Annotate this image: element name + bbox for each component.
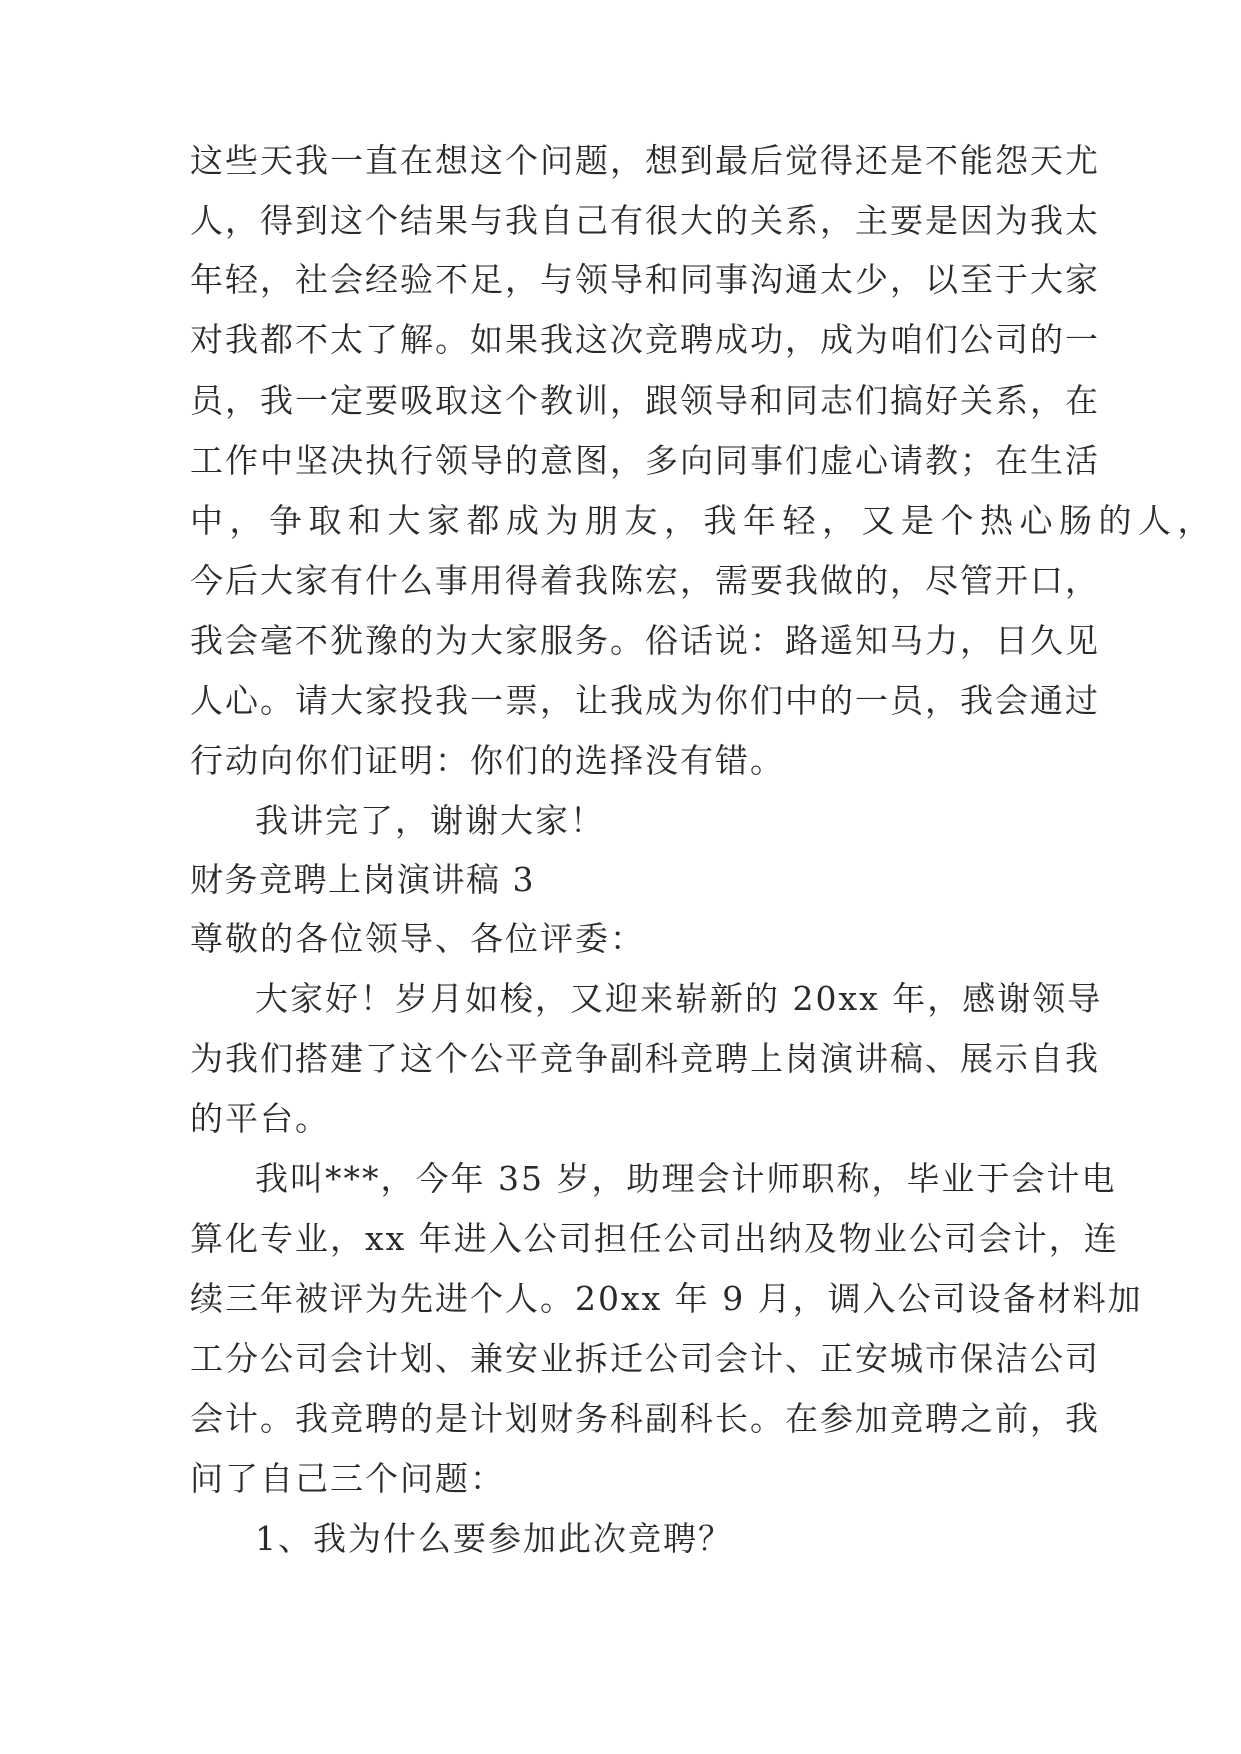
paragraph-line: 我叫***，今年 35 岁，助理会计师职称，毕业于会计电 <box>255 1159 1117 1198</box>
section-title: 财务竞聘上岗演讲稿 3 <box>190 860 535 899</box>
paragraph-line: 续三年被评为先进个人。20xx 年 9 月，调入公司设备材料加 <box>190 1279 1143 1318</box>
paragraph-line: 行动向你们证明：你们的选择没有错。 <box>190 741 785 780</box>
list-item: 1、我为什么要参加此次竞聘？ <box>255 1519 733 1558</box>
paragraph-line: 会计。我竞聘的是计划财务科副科长。在参加竞聘之前，我 <box>190 1399 1100 1438</box>
paragraph-line: 今后大家有什么事用得着我陈宏，需要我做的，尽管开口， <box>190 561 1100 600</box>
paragraph-line: 人，得到这个结果与我自己有很大的关系，主要是因为我太 <box>190 201 1100 240</box>
paragraph-line: 中，争取和大家都成为朋友，我年轻，又是个热心肠的人， <box>190 501 1217 540</box>
paragraph-line: 对我都不太了解。如果我这次竞聘成功，成为咱们公司的一 <box>190 320 1100 359</box>
paragraph-line: 大家好！岁月如梭，又迎来崭新的 20xx 年，感谢领导 <box>255 979 1103 1018</box>
closing-line: 我讲完了，谢谢大家！ <box>255 801 605 840</box>
paragraph-line: 问了自己三个问题： <box>190 1459 505 1498</box>
paragraph-line: 工分公司会计划、兼安业拆迁公司会计、正安城市保洁公司 <box>190 1339 1100 1378</box>
salutation: 尊敬的各位领导、各位评委： <box>190 919 645 958</box>
paragraph-line: 工作中坚决执行领导的意图，多向同事们虚心请教；在生活 <box>190 441 1100 480</box>
paragraph-line: 我会毫不犹豫的为大家服务。俗话说：路遥知马力，日久见 <box>190 621 1100 660</box>
paragraph-line: 这些天我一直在想这个问题，想到最后觉得还是不能怨天尤 <box>190 141 1100 180</box>
paragraph-line: 的平台。 <box>190 1099 330 1138</box>
paragraph-line: 员，我一定要吸取这个教训，跟领导和同志们搞好关系，在 <box>190 381 1100 420</box>
paragraph-line: 为我们搭建了这个公平竞争副科竞聘上岗演讲稿、展示自我 <box>190 1039 1100 1078</box>
paragraph-line: 年轻，社会经验不足，与领导和同事沟通太少，以至于大家 <box>190 260 1100 299</box>
paragraph-line: 算化专业，xx 年进入公司担任公司出纳及物业公司会计，连 <box>190 1219 1119 1258</box>
paragraph-line: 人心。请大家投我一票，让我成为你们中的一员，我会通过 <box>190 681 1100 720</box>
